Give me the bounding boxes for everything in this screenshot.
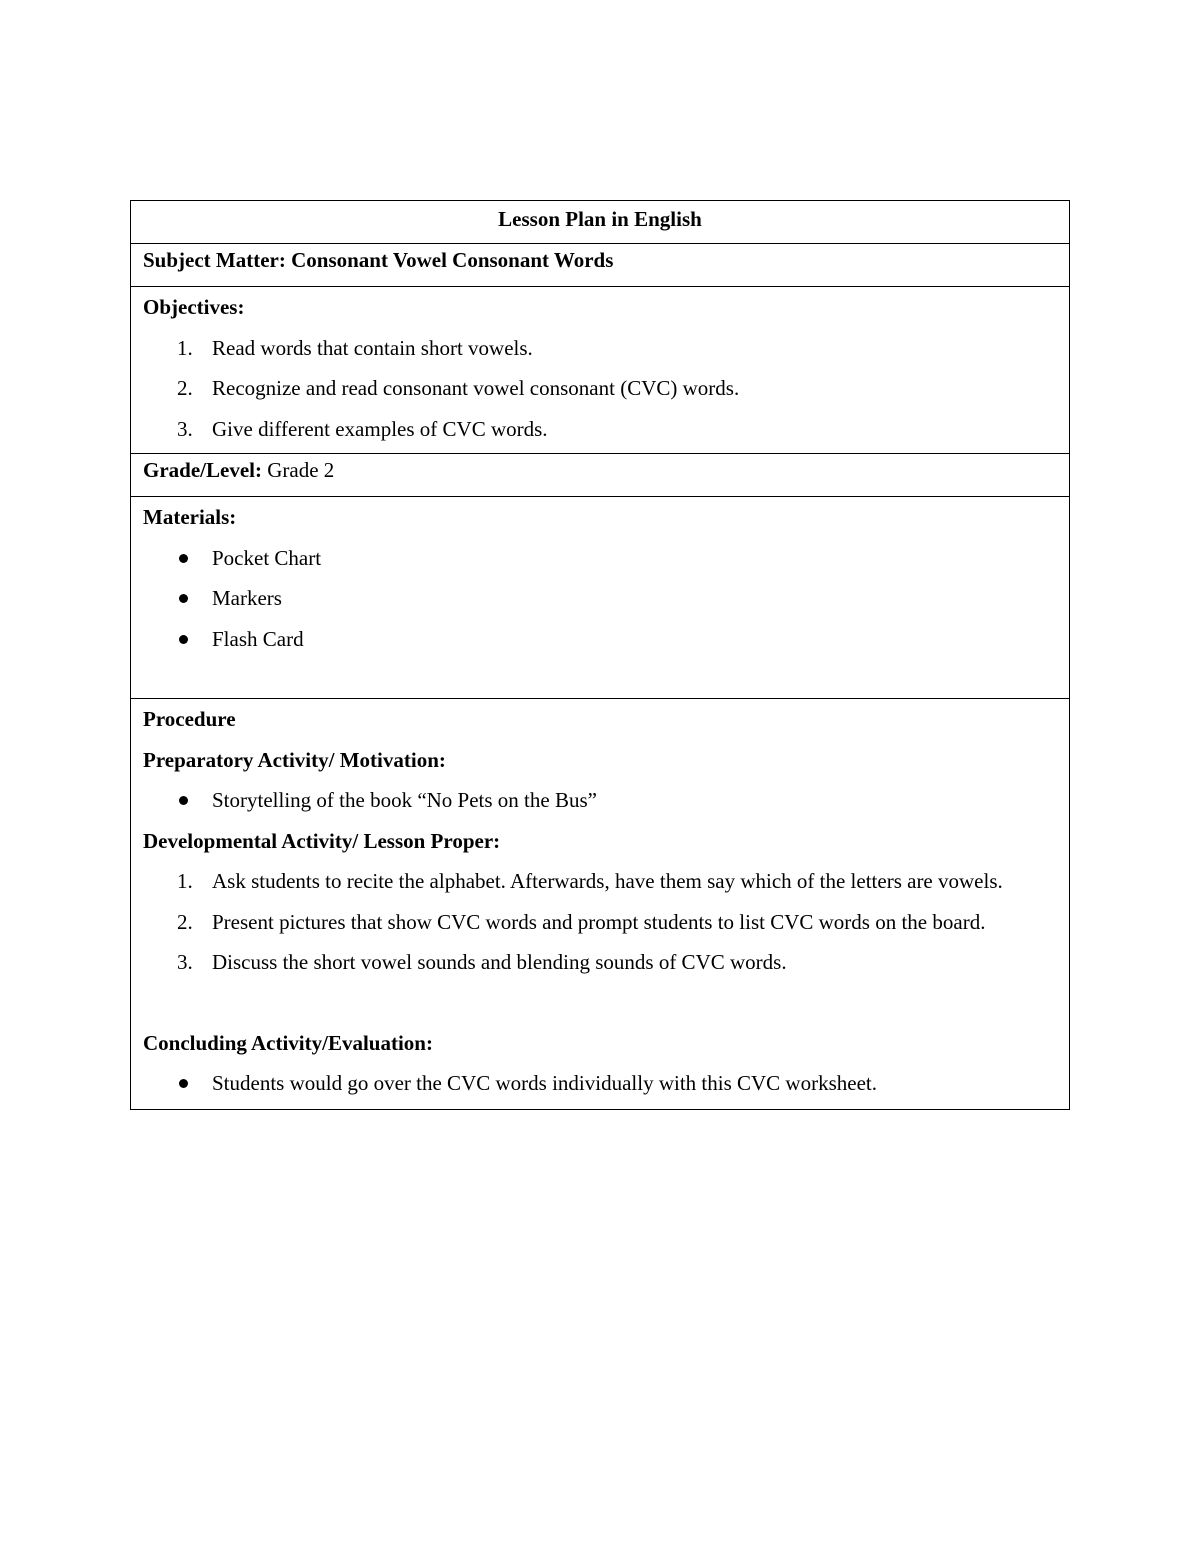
objectives-cell (131, 287, 1070, 454)
lesson-plan-table (130, 200, 1070, 1110)
preparatory-label: Preparatory Activity/ Motivation: (143, 747, 446, 772)
bullet-icon (179, 554, 188, 563)
list-item (143, 780, 1057, 821)
materials-list (143, 538, 1057, 660)
list-number: 2. (177, 376, 193, 400)
list-item (143, 328, 1057, 369)
list-item (143, 1063, 1057, 1104)
list-item (143, 538, 1057, 579)
title-row (131, 201, 1070, 244)
list-item-text: Read words that contain short vowels. (212, 335, 533, 360)
concluding-label: Concluding Activity/Evaluation: (143, 1030, 433, 1055)
grade-value: Grade 2 (267, 458, 335, 482)
list-item-text: Discuss the short vowel sounds and blending sounds of CVC words. (212, 950, 787, 974)
materials-row (131, 497, 1070, 699)
list-item (143, 368, 1057, 409)
list-item-text: Flash Card (212, 626, 304, 651)
list-item-text: Markers (212, 586, 282, 610)
bullet-icon (179, 594, 188, 603)
list-item (143, 578, 1057, 619)
bullet-icon (179, 1079, 188, 1088)
list-item-text: Give different examples of CVC words. (212, 416, 548, 441)
developmental-label: Developmental Activity/ Lesson Proper: (143, 828, 501, 853)
subject-value: Consonant Vowel Consonant Words (291, 248, 614, 272)
list-item-text: Present pictures that show CVC words and prompt students to list CVC words on the board. (212, 909, 986, 934)
objectives-label: Objectives: (143, 295, 245, 319)
bullet-icon (179, 635, 188, 644)
spacer (143, 983, 1057, 1023)
list-item-text: Students would go over the CVC words individually with this CVC worksheet. (212, 1071, 877, 1095)
list-number: 3. (177, 950, 193, 974)
procedure-row (131, 699, 1070, 1110)
list-item-text: Pocket Chart (212, 545, 322, 570)
lesson-title: Lesson Plan in English (131, 201, 1070, 244)
subject-matter (131, 244, 1070, 287)
grade-label: Grade/Level: (143, 458, 262, 482)
list-item-text: Ask students to recite the alphabet. Afterwards, have them say which of the letters are vowels. (212, 869, 1003, 893)
list-item (143, 861, 1057, 902)
materials-cell (131, 497, 1070, 699)
bullet-icon (179, 796, 188, 805)
developmental-list (143, 861, 1057, 983)
procedure-cell (131, 699, 1070, 1110)
list-item-text: Recognize and read consonant vowel consonant (CVC) words. (212, 376, 740, 400)
list-number: 1. (177, 869, 193, 893)
list-number: 2. (177, 909, 193, 934)
grade-row (131, 454, 1070, 497)
preparatory-list (143, 780, 1057, 821)
subject-label: Subject Matter: (143, 248, 286, 272)
list-item (143, 902, 1057, 943)
list-number: 3. (177, 416, 193, 441)
list-item (143, 942, 1057, 983)
list-item (143, 409, 1057, 450)
list-item-text: Storytelling of the book “No Pets on the Bus” (212, 788, 597, 812)
objectives-row (131, 287, 1070, 454)
list-number: 1. (177, 335, 193, 360)
objectives-list (143, 328, 1057, 450)
subject-row (131, 244, 1070, 287)
procedure-heading: Procedure (143, 707, 236, 731)
list-item (143, 619, 1057, 660)
grade-level (131, 454, 1070, 497)
materials-label: Materials: (143, 505, 237, 529)
concluding-list (143, 1063, 1057, 1104)
